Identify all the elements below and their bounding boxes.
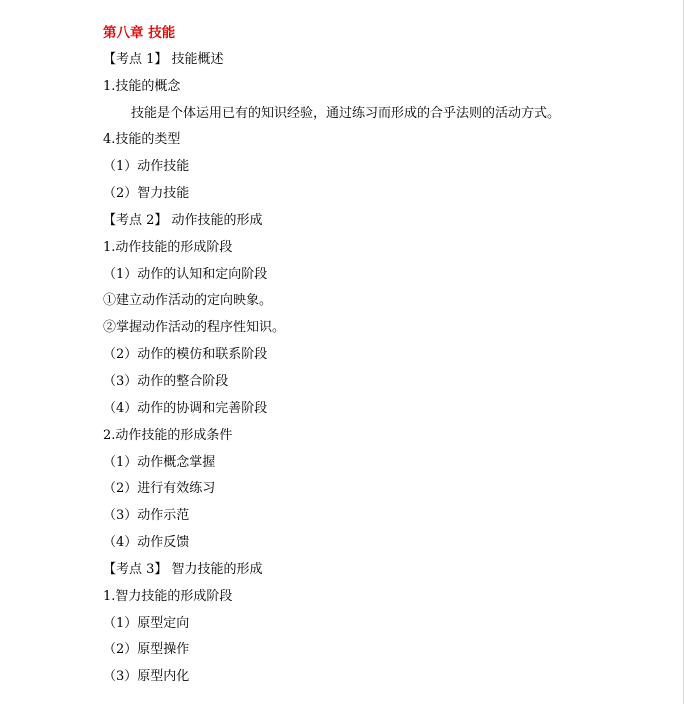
document-lines — [103, 47, 663, 691]
list-item: 4.技能的类型 — [103, 132, 181, 148]
list-item: （2）动作的模仿和联系阶段 — [103, 347, 268, 363]
list-item: （1）动作的认知和定向阶段 — [103, 266, 268, 282]
paragraph: 技能是个体运用已有的知识经验，通过练习而形成的合乎法则的活动方式。 — [131, 105, 561, 121]
document-content — [103, 20, 663, 691]
list-item: （2）智力技能 — [103, 186, 190, 202]
list-item: （1）动作概念掌握 — [103, 454, 216, 470]
list-item: （3）动作示范 — [103, 508, 190, 524]
list-item: （1）原型定向 — [103, 615, 190, 631]
list-item: 1.智力技能的形成阶段 — [103, 588, 233, 604]
list-item: ②掌握动作活动的程序性知识。 — [103, 320, 286, 336]
list-item: （2）进行有效练习 — [103, 481, 216, 497]
list-item: 1.动作技能的形成阶段 — [103, 239, 233, 255]
list-item: （4）动作的协调和完善阶段 — [103, 400, 268, 416]
list-item: ①建立动作活动的定向映象。 — [103, 293, 273, 309]
section-heading: 【考点 1】 技能概述 — [103, 51, 224, 67]
chapter-title: 第八章 技能 — [103, 25, 176, 41]
list-item: （4）动作反馈 — [103, 535, 190, 551]
list-item: 2.动作技能的形成条件 — [103, 427, 233, 443]
list-item: （2）原型操作 — [103, 642, 190, 658]
section-heading: 【考点 2】 动作技能的形成 — [103, 212, 263, 228]
list-item: （1）动作技能 — [103, 159, 190, 175]
list-item: 1.技能的概念 — [103, 78, 181, 94]
list-item: （3）动作的整合阶段 — [103, 373, 229, 389]
list-item: （3）原型内化 — [103, 669, 190, 685]
section-heading: 【考点 3】 智力技能的形成 — [103, 561, 263, 577]
